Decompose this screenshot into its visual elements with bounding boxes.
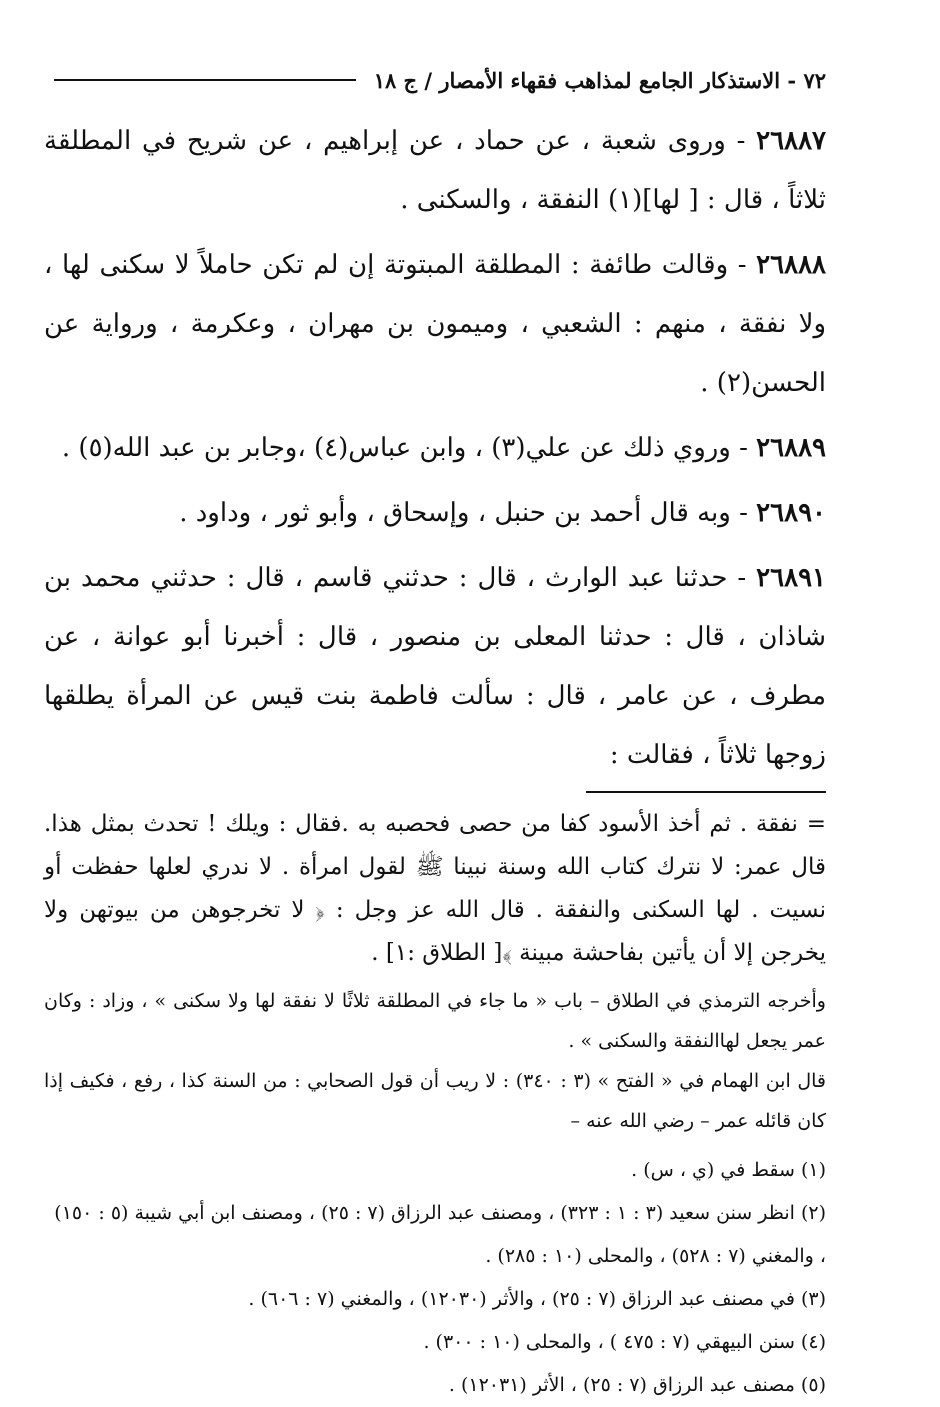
paragraph-number: ٢٦٨٩١ [756,563,826,593]
paragraph-text: - وبه قال أحمد بن حنبل ، وإسحاق ، وأبو ثور ، وداود . [179,498,757,528]
header-rule [54,79,356,81]
paragraph-26891 [44,549,826,785]
header-text: ٧٢ - الاستذكار الجامع لمذاهب فقهاء الأمصار / ج ١٨ [373,67,826,93]
paragraph-text: - وروى شعبة ، عن حماد ، عن إبراهيم ، عن شريح في المطلقة ثلاثاً ، قال : [ لها](١) النفقة ، والسكنى . [44,126,826,215]
running-header [44,60,826,100]
footnote-separator [586,791,826,793]
note-ibn-humam: قال ابن الهمام في « الفتح » (٣ : ٣٤٠) : لا ريب أن قول الصحابي : من السنة كذا ، رفع ، فكيف إذا كان قائله عمر – رضي الله عنه – [44,1069,826,1132]
paragraph-26889 [44,419,826,478]
paragraph-26890 [44,484,826,543]
paragraph-number: ٢٦٨٨٨ [756,250,826,280]
paragraph-text: - وقالت طائفة : المطلقة المبتوتة إن لم تكن حاملاً لا سكنى لها ، ولا نفقة ، منهم : الشعبي ، وميمون بن مهران ، وعكرمة ، ورواية عن الحسن(٢) . [44,250,826,398]
note-tirmidhi: وأخرجه الترمذي في الطلاق – باب « ما جاء في المطلقة ثلاثًا لا نفقة لها ولا سكنى » ، وزاد : وكان عمر يجعل لهاالنفقة والسكنى » . [44,989,826,1052]
paragraph-26887 [44,112,826,230]
paragraph-text: - وروي ذلك عن علي(٣) ، وابن عباس(٤) ،وجابر بن عبد الله(٥) . [61,433,757,463]
paragraph-number: ٢٦٨٨٧ [756,126,826,156]
main-text [44,112,826,785]
note-continuation: = نفقة . ثم أخذ الأسود كفا من حصى فحصبه به .فقال : ويلك ! تحدث بمثل هذا. قال عمر: لا نترك كتاب الله وسنة نبينا ﷺ لقول امرأة . لا ندري لعلها حفظت أو نسيت . لها السكنى والنفقة . قال الله عز وجل : ﴿ لا تخرجوهن من بيوتهن ولا يخرجن إلا أن يأتين بفاحشة مبينة ﴾[ الطلاق :١] . [44,810,826,966]
footnote-4: (٤) سنن البيهقي (٧ : ٤٧٥ ) ، والمحلى (١٠ : ٣٠٠) . [423,1330,826,1353]
paragraph-26888 [44,236,826,413]
footnote-1: (١) سقط في (ي ، س) . [631,1158,826,1181]
footnotes [44,1149,826,1407]
paragraph-number: ٢٦٨٨٩ [756,433,826,463]
footnote-2: (٢) انظر سنن سعيد (٣ : ١ : ٣٢٣) ، ومصنف عبد الرزاق (٧ : ٢٥) ، ومصنف ابن أبي شيبة (٥ : ١٥٠) ، والمغني (٧ : ٥٢٨) ، والمحلى (١٠ : ٢٨٥) . [54,1201,826,1267]
book-page [44,60,826,1396]
footnote-5: (٥) مصنف عبد الرزاق (٧ : ٢٥) ، الأثر (١٢٠٣١) . [448,1373,826,1396]
paragraph-number: ٢٦٨٩٠ [756,498,826,528]
footnote-3: (٣) في مصنف عبد الرزاق (٧ : ٢٥) ، والأثر (١٢٠٣٠) ، والمغني (٧ : ٦٠٦) . [248,1287,826,1310]
notes [44,981,826,1141]
paragraph-text: - حدثنا عبد الوارث ، قال : حدثني قاسم ، قال : حدثني محمد بن شاذان ، قال : حدثنا المعلى بن منصور ، قال : أخبرنا أبو عوانة ، عن مطرف ، عن عامر ، قال : سألت فاطمة بنت قيس عن المرأة يطلقها زوجها ثلاثاً ، فقالت : [44,563,826,770]
